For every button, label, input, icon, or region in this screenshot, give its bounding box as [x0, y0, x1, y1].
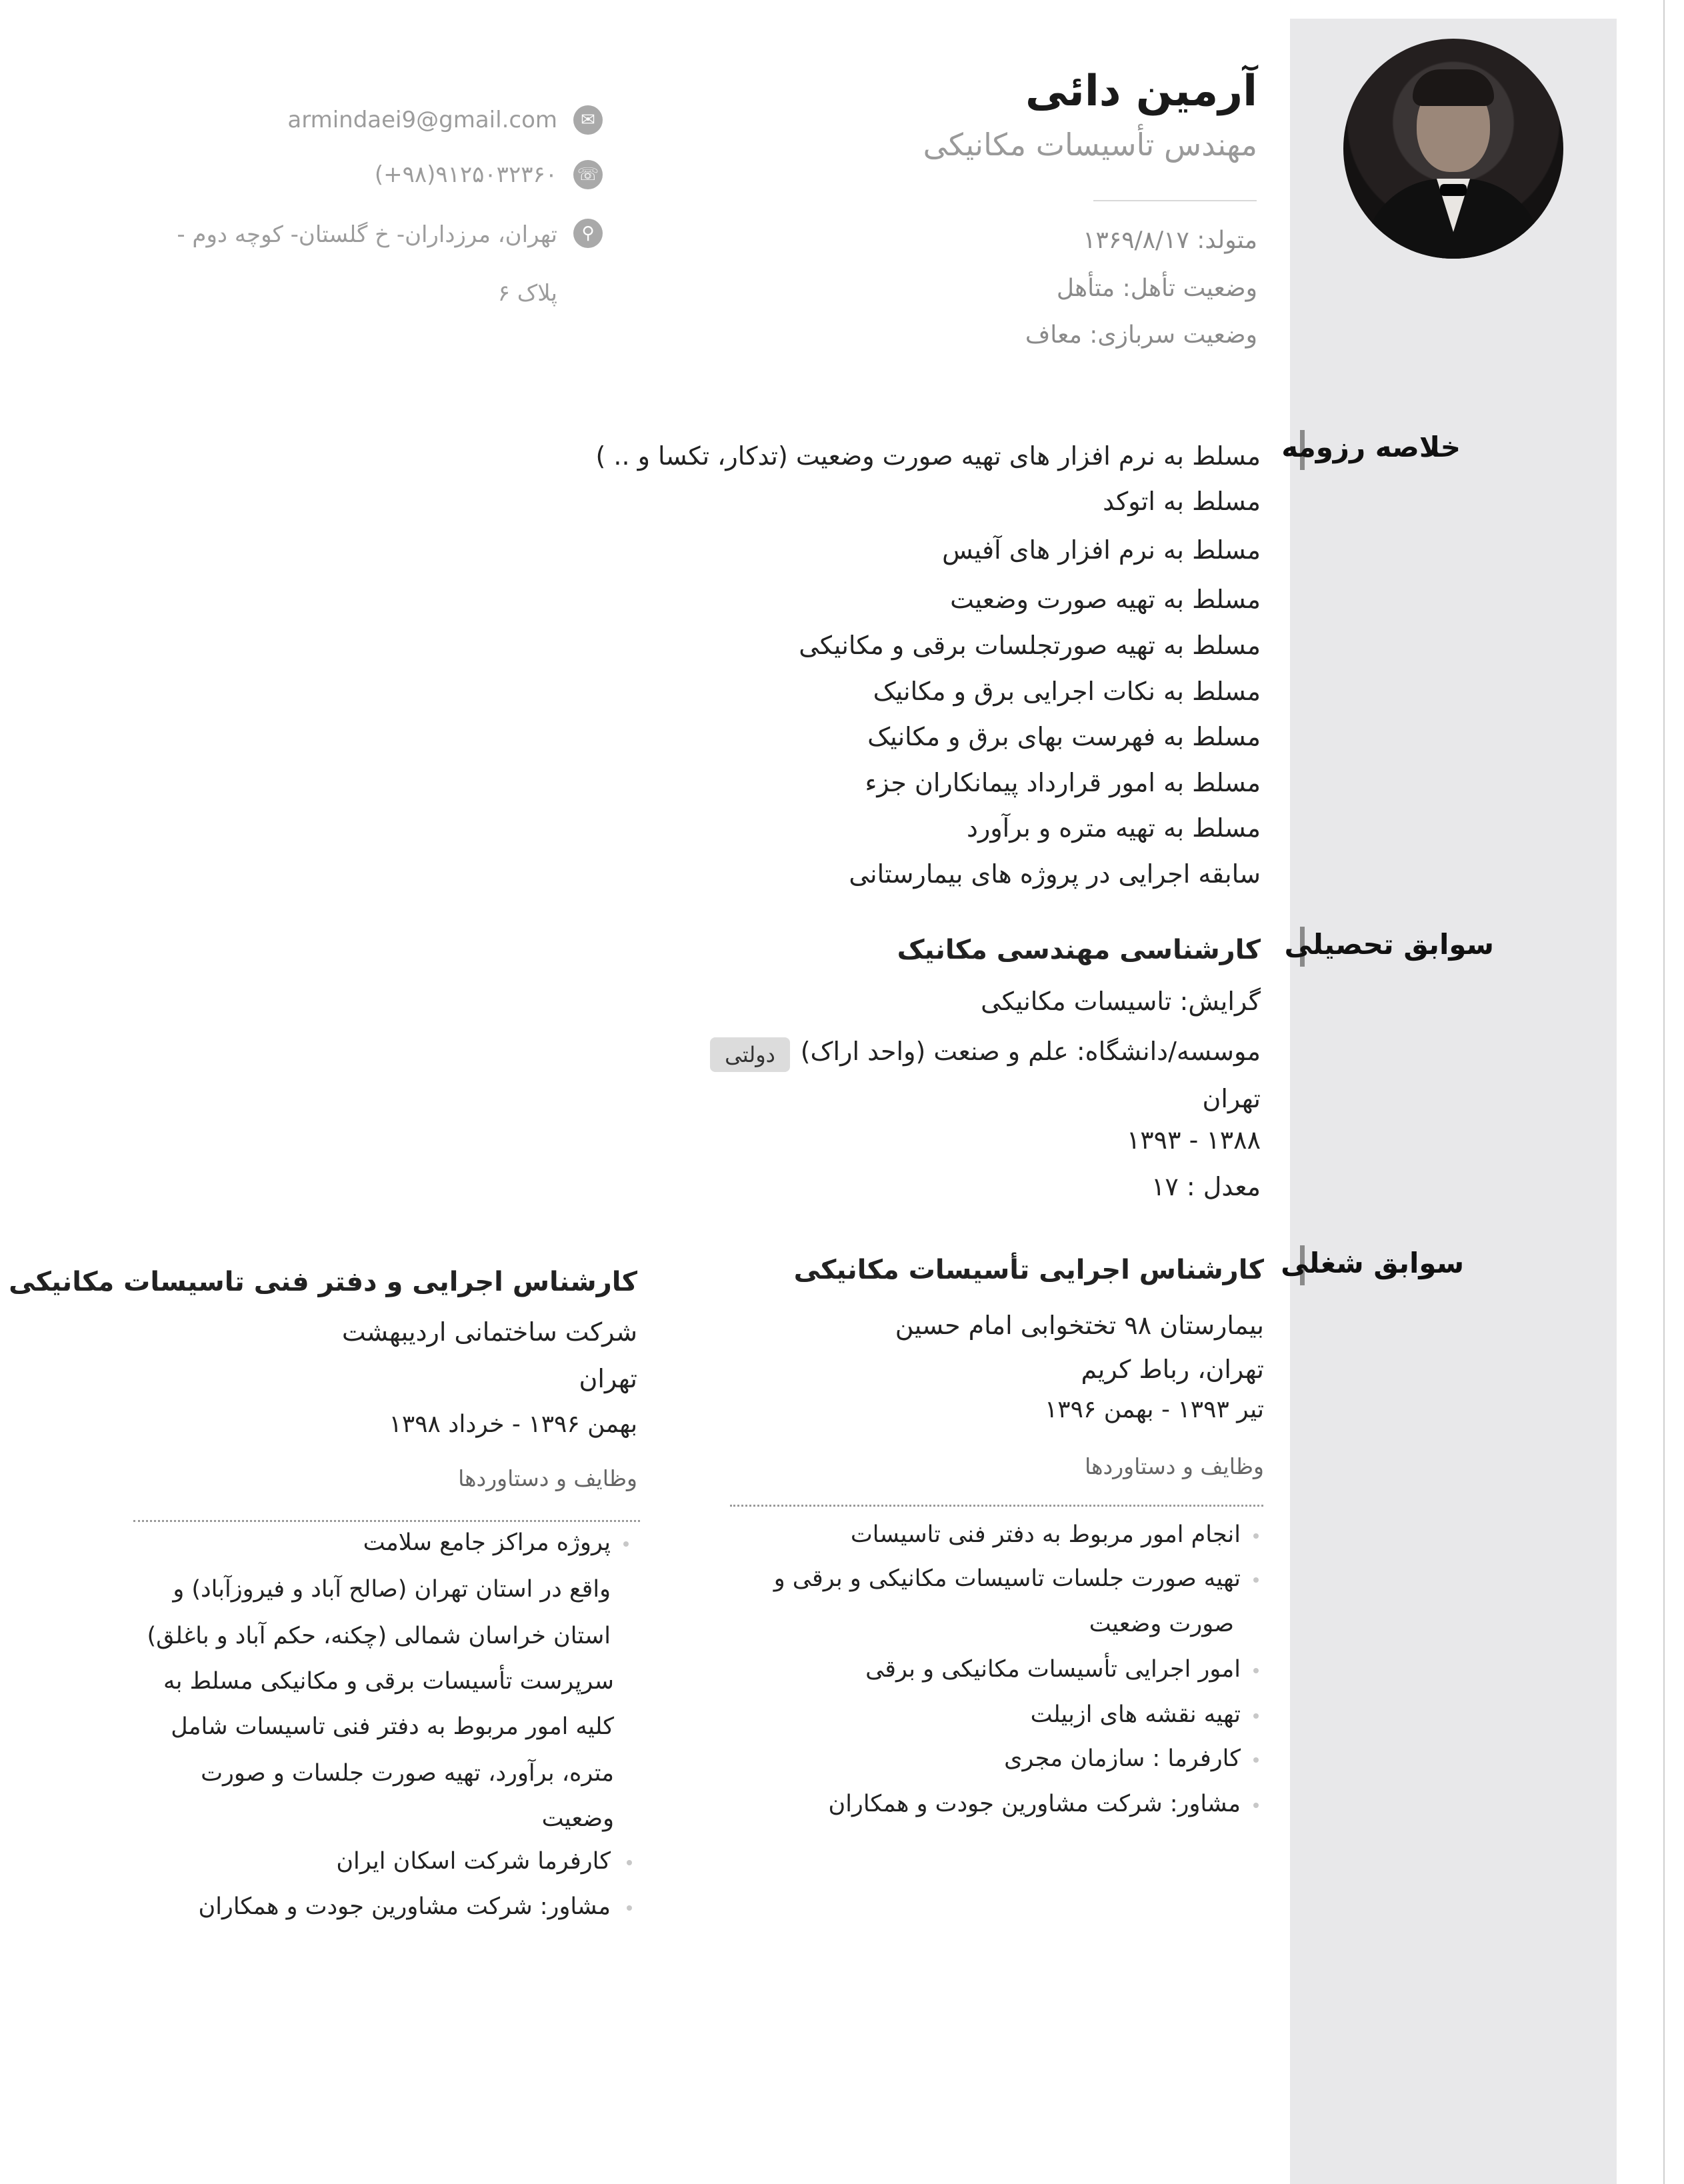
job-duties-label-2: وظایف و دستاوردها	[458, 1465, 637, 1491]
bullet	[627, 1860, 632, 1865]
job-company-2: شرکت ساختمانی اردیبهشت	[341, 1317, 637, 1347]
bullet	[623, 1541, 629, 1547]
job-duty: کلیه امور مربوط به دفتر فنی تاسیسات شامل	[171, 1713, 614, 1740]
job-duty: مشاور: شرکت مشاورین جودت و همکاران	[198, 1893, 611, 1920]
sidebar	[1290, 19, 1617, 2184]
job-location-1: تهران، رباط کریم	[1081, 1355, 1264, 1384]
job-duty: تهیه نقشه های ازبیلت	[1030, 1701, 1241, 1728]
job-duty: استان خراسان شمالی (چکنه، حکم آباد و باغلق)	[147, 1623, 611, 1649]
bullet	[1253, 1668, 1259, 1673]
summary-item: مسلط به اتوکد	[1103, 487, 1261, 516]
location-icon: ⚲	[573, 219, 603, 248]
job-divider-2	[133, 1520, 640, 1522]
education-city: تهران	[1202, 1084, 1261, 1113]
job-duty: تهیه صورت جلسات تاسیسات مکانیکی و برقی و	[773, 1565, 1241, 1592]
address-line-2: پلاک ۶	[497, 280, 557, 307]
birth-date: متولد: ۱۳۶۹/۸/۱۷	[1083, 227, 1257, 254]
profile-photo	[1343, 39, 1563, 259]
job-duty: صورت وضعیت	[1089, 1611, 1234, 1637]
job-duty: وضعیت	[541, 1805, 614, 1832]
full-name: آرمین دائی	[1025, 67, 1257, 116]
bullet	[1253, 1757, 1259, 1763]
job-duty: انجام امور مربوط به دفتر فنی تاسیسات	[850, 1521, 1241, 1548]
page-edge	[1663, 0, 1665, 2184]
degree-title: کارشناسی مهندسی مکانیک	[897, 935, 1261, 965]
summary-item: مسلط به نرم افزار های آفیس	[942, 535, 1261, 565]
job-duty: واقع در استان تهران (صالح آباد و فیروزآباد) و	[173, 1576, 611, 1603]
summary-section-title: خلاصه رزومه	[1281, 431, 1461, 463]
email[interactable]: armindaei9@gmail.com	[287, 107, 557, 133]
summary-item: مسلط به امور قرارداد پیمانکاران جزء	[865, 768, 1261, 797]
job-period-1: تیر ۱۳۹۳ - بهمن ۱۳۹۶	[1044, 1396, 1264, 1423]
job-title: مهندس تأسیسات مکانیکی	[923, 127, 1257, 163]
job-location-2: تهران	[579, 1364, 637, 1393]
bullet	[1253, 1713, 1259, 1719]
address-line-1: تهران، مرزداران- خ گلستان- کوچه دوم -	[177, 221, 557, 248]
job-period-2: بهمن ۱۳۹۶ - خرداد ۱۳۹۸	[389, 1411, 637, 1438]
summary-item: مسلط به تهیه صورتجلسات برقی و مکانیکی	[799, 631, 1261, 660]
job-duties-label-1: وظایف و دستاوردها	[1085, 1453, 1264, 1479]
university: موسسه/دانشگاه: علم و صنعت (واحد اراک)	[800, 1037, 1261, 1066]
job-company-1: بیمارستان ۹۸ تختخوابی امام حسین	[895, 1311, 1264, 1340]
job-duty: امور اجرایی تأسیسات مکانیکی و برقی	[865, 1656, 1241, 1683]
job-duty: کارفرما شرکت اسکان ایران	[336, 1848, 611, 1875]
job-duty: کارفرما : سازمان مجری	[1004, 1745, 1241, 1772]
military-status: وضعیت سربازی: معاف	[1025, 321, 1257, 349]
summary-item: مسلط به تهیه صورت وضعیت	[950, 585, 1261, 614]
education-section-title: سوابق تحصیلی	[1284, 928, 1494, 961]
job-duty: مشاور: شرکت مشاورین جودت و همکاران	[828, 1791, 1241, 1817]
email-icon: ✉	[573, 105, 603, 135]
summary-item: مسلط به تهیه متره و برآورد	[967, 813, 1261, 843]
job-duty: پروژه مراکز جامع سلامت	[363, 1529, 611, 1556]
bullet	[1253, 1803, 1259, 1808]
work-section-title: سوابق شغلی	[1281, 1247, 1464, 1279]
phone-icon: ☏	[573, 160, 603, 189]
education-gpa: معدل : ۱۷	[1151, 1172, 1261, 1201]
degree-field: گرایش: تاسیسات مکانیکی	[981, 987, 1261, 1016]
summary-item: مسلط به نکات اجرایی برق و مکانیک	[873, 677, 1261, 706]
bullet	[1253, 1577, 1259, 1583]
university-type-badge: دولتی	[710, 1037, 790, 1072]
marital-status: وضعیت تأهل: متأهل	[1056, 275, 1257, 302]
summary-item: سابقه اجرایی در پروژه های بیمارستانی	[849, 859, 1261, 889]
job-title-1: کارشناس اجرایی تأسیسات مکانیکی	[793, 1255, 1264, 1285]
header-divider	[1093, 200, 1257, 201]
summary-item: مسلط به فهرست بهای برق و مکانیک	[867, 722, 1261, 751]
summary-item: مسلط به نرم افزار های تهیه صورت وضعیت (تدکار، تکسا و .. )	[595, 441, 1261, 471]
education-years: ۱۳۸۸ - ۱۳۹۳	[1126, 1125, 1261, 1155]
job-duty: سرپرست تأسیسات برقی و مکانیکی مسلط به	[163, 1668, 614, 1695]
bullet	[627, 1905, 632, 1911]
phone: (+۹۸)۹۱۲۵۰۳۲۳۶۰	[374, 161, 557, 188]
job-divider-1	[730, 1505, 1263, 1507]
bullet	[1253, 1533, 1259, 1539]
job-title-2: کارشناس اجرایی و دفتر فنی تاسیسات مکانیکی	[9, 1267, 637, 1297]
job-duty: متره، برآورد، تهیه صورت جلسات و صورت	[201, 1760, 614, 1787]
